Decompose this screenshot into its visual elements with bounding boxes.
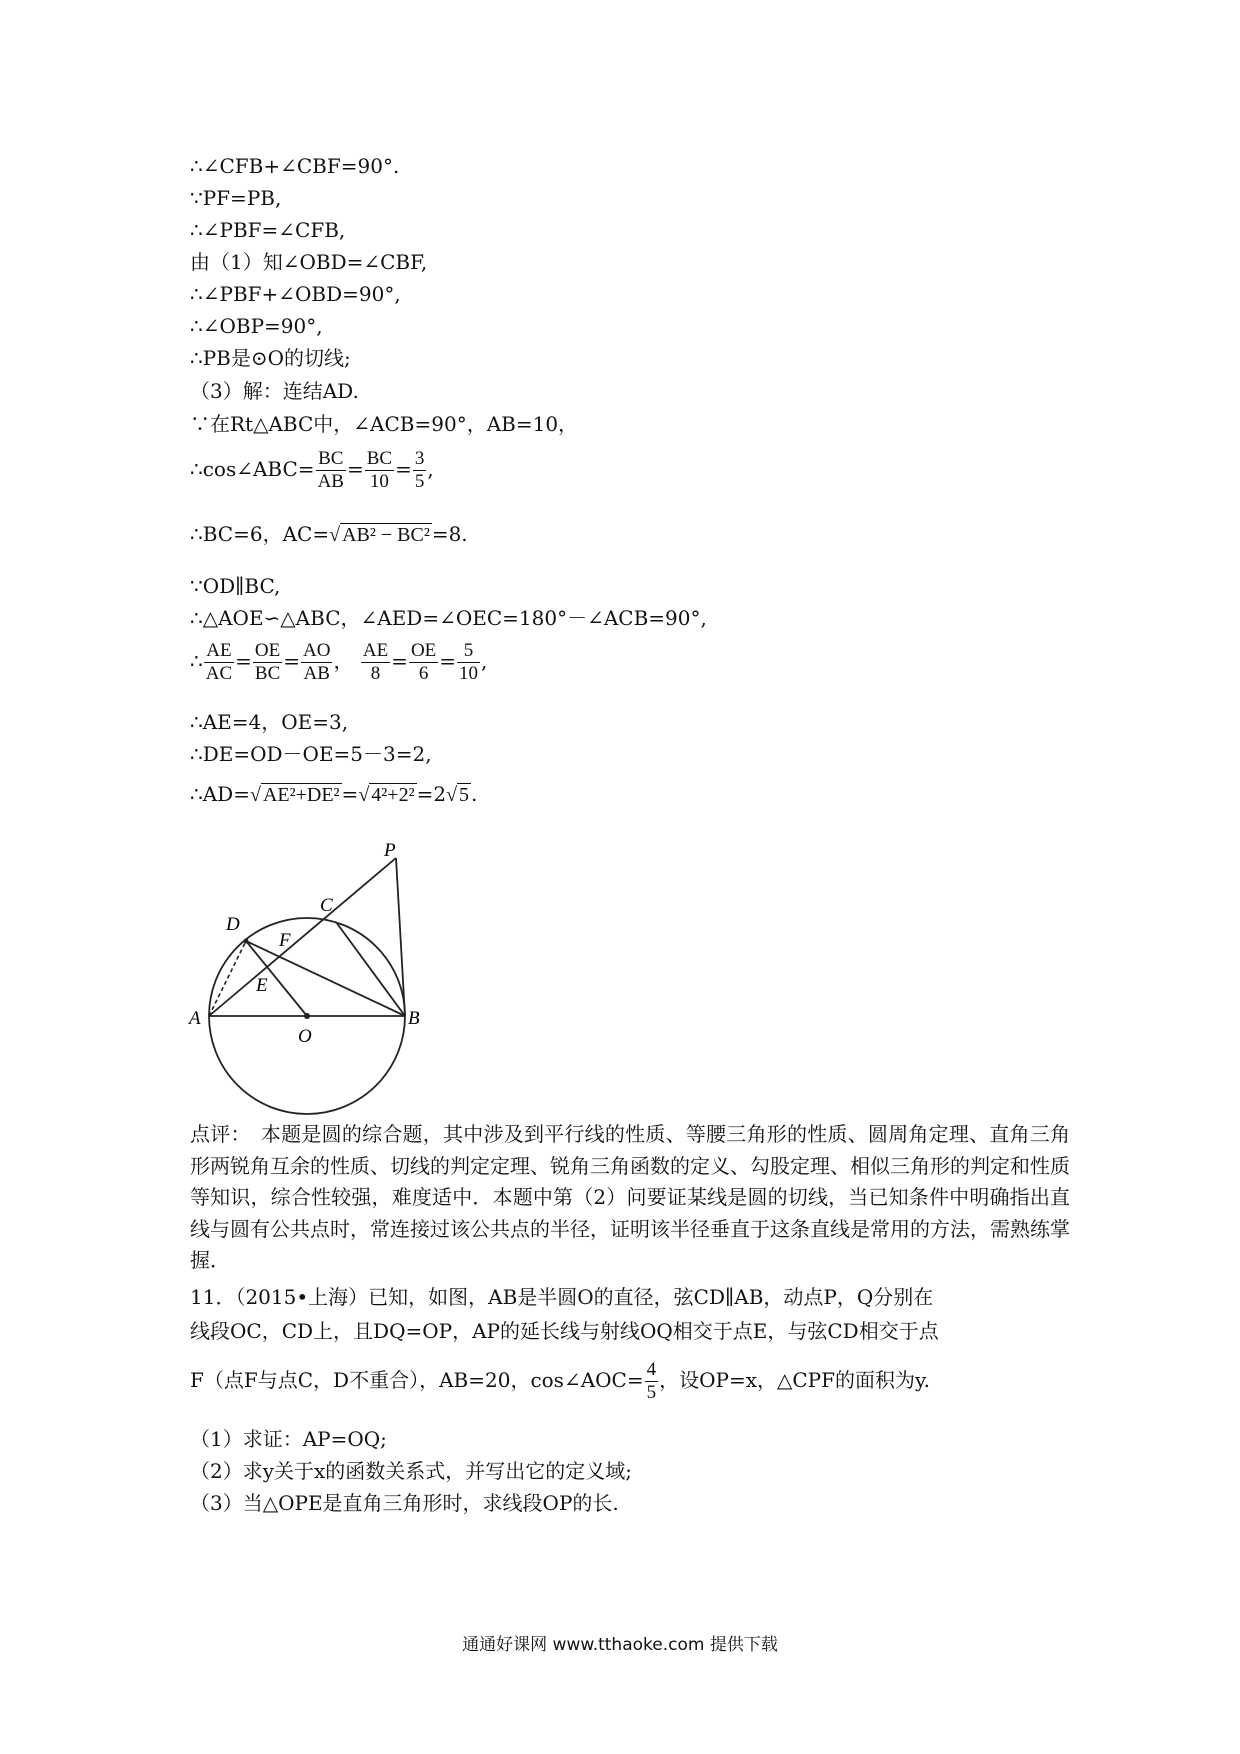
square-root: √ 4²+2² bbox=[358, 784, 415, 806]
fraction: $\frac{AE}{AC}$ bbox=[205, 640, 233, 684]
fraction: $\frac{3}{5}$ bbox=[414, 448, 425, 492]
problem-11-line-3: F（点F与点C，D不重合），AB=20，cos∠AOC= $\frac{4}{5}$ ，设OP=x，△CPF的面积为y. bbox=[190, 1359, 931, 1403]
solution-line-6: ∴∠OBP=90°, bbox=[190, 314, 323, 338]
label-e: E bbox=[256, 975, 268, 996]
fraction: $\frac{OE}{BC}$ bbox=[254, 640, 281, 684]
ratio-equation: ∴ $\frac{AE}{AC}$ = $\frac{OE}{BC}$ = $\frac{AO}{AB}$ ， $\frac{AE}{8}$ = $\frac{OE}{6}$ = $\frac{5}{10}$ , bbox=[190, 640, 488, 684]
point-o bbox=[304, 1013, 310, 1019]
label-a: A bbox=[189, 1008, 201, 1029]
geometry-figure bbox=[185, 835, 435, 1115]
question-1: （1）求证：AP=OQ; bbox=[190, 1427, 387, 1451]
solution-line-9: ∵在Rt△ABC中，∠ACB=90°，AB=10， bbox=[190, 412, 579, 436]
fraction: $\frac{BC}{10}$ bbox=[366, 448, 393, 492]
solution-line-5: ∴∠PBF+∠OBD=90°, bbox=[190, 282, 401, 306]
solution-line-2: ∵PF=PB, bbox=[190, 186, 282, 210]
solution-line-13: ∴DE=OD－OE=5－3=2, bbox=[190, 742, 432, 766]
label-d: D bbox=[226, 914, 240, 935]
footer-text: 通通好课网 www.tthaoke.com 提供下载 bbox=[462, 1635, 778, 1655]
label-c: C bbox=[320, 895, 333, 916]
segment-ap bbox=[209, 858, 396, 1016]
question-3: （3）当△OPE是直角三角形时，求线段OP的长. bbox=[190, 1491, 619, 1515]
comment-paragraph: 点评： 本题是圆的综合题，其中涉及到平行线的性质、等腰三角形的性质、圆周角定理、直角三角形两锐角互余的性质、切线的判定定理、锐角三角函数的定义、勾股定理、相似三角形的判定和性质等知识，综合性较强，难度适中．本题中第（2）问要证某线是圆的切线，当已知条件中明确指出直线与圆有公共点时，常连接过该公共点的半径，证明该半径垂直于这条直线是常用的方法，需熟练掌握． bbox=[190, 1122, 1070, 1272]
segment-cb bbox=[336, 922, 405, 1016]
square-root: √ 5 bbox=[446, 784, 470, 806]
fraction: $\frac{5}{10}$ bbox=[459, 640, 479, 684]
segment-ad-dashed bbox=[209, 941, 246, 1016]
problem-11-line-1: 11．（2015•上海）已知，如图，AB是半圆O的直径，弦CD∥AB，动点P，Q分别在 bbox=[190, 1285, 934, 1309]
fraction: $\frac{AE}{8}$ bbox=[362, 640, 389, 684]
label-o: O bbox=[298, 1026, 312, 1047]
label-p: P bbox=[384, 840, 396, 861]
ad-equation: ∴AD=√ AE²+DE² =√ 4²+2² =2√ 5 . bbox=[190, 780, 477, 809]
solution-line-1: ∴∠CFB+∠CBF=90°. bbox=[190, 154, 400, 178]
question-2: （2）求y关于x的函数关系式，并写出它的定义域; bbox=[190, 1459, 633, 1483]
solution-line-10: ∵OD∥BC, bbox=[190, 574, 281, 598]
fraction: $\frac{AO}{AB}$ bbox=[303, 640, 331, 684]
problem-11-line-2: 线段OC，CD上，且DQ=OP，AP的延长线与射线OQ相交于点E，与弦CD相交于点 bbox=[190, 1319, 939, 1343]
solution-line-7: ∴PB是⊙O的切线; bbox=[190, 346, 351, 370]
solution-line-8: （3）解：连结AD. bbox=[190, 379, 359, 403]
label-f: F bbox=[279, 930, 291, 951]
square-root: √ AB² − BC² bbox=[329, 524, 430, 546]
segment-pb bbox=[396, 858, 405, 1016]
square-root: √ AE²+DE² bbox=[249, 784, 340, 806]
cos-equation: ∴cos∠ABC= $\frac{BC}{AB}$ = $\frac{BC}{10}$ = $\frac{3}{5}$ , bbox=[190, 448, 434, 492]
fraction: $\frac{BC}{AB}$ bbox=[317, 448, 344, 492]
point-d bbox=[244, 939, 249, 944]
fraction: $\frac{OE}{6}$ bbox=[410, 640, 437, 684]
bc-equation: ∴BC=6，AC=√ AB² − BC² =8. bbox=[190, 520, 468, 549]
label-b: B bbox=[408, 1008, 420, 1029]
solution-line-3: ∴∠PBF=∠CFB, bbox=[190, 218, 346, 242]
solution-line-11: ∴△AOE∽△ABC，∠AED=∠OEC=180°－∠ACB=90°, bbox=[190, 606, 707, 630]
solution-line-4: 由（1）知∠OBD=∠CBF, bbox=[190, 250, 428, 274]
fraction: $\frac{4}{5}$ bbox=[646, 1359, 657, 1403]
solution-line-12: ∴AE=4，OE=3, bbox=[190, 710, 349, 734]
